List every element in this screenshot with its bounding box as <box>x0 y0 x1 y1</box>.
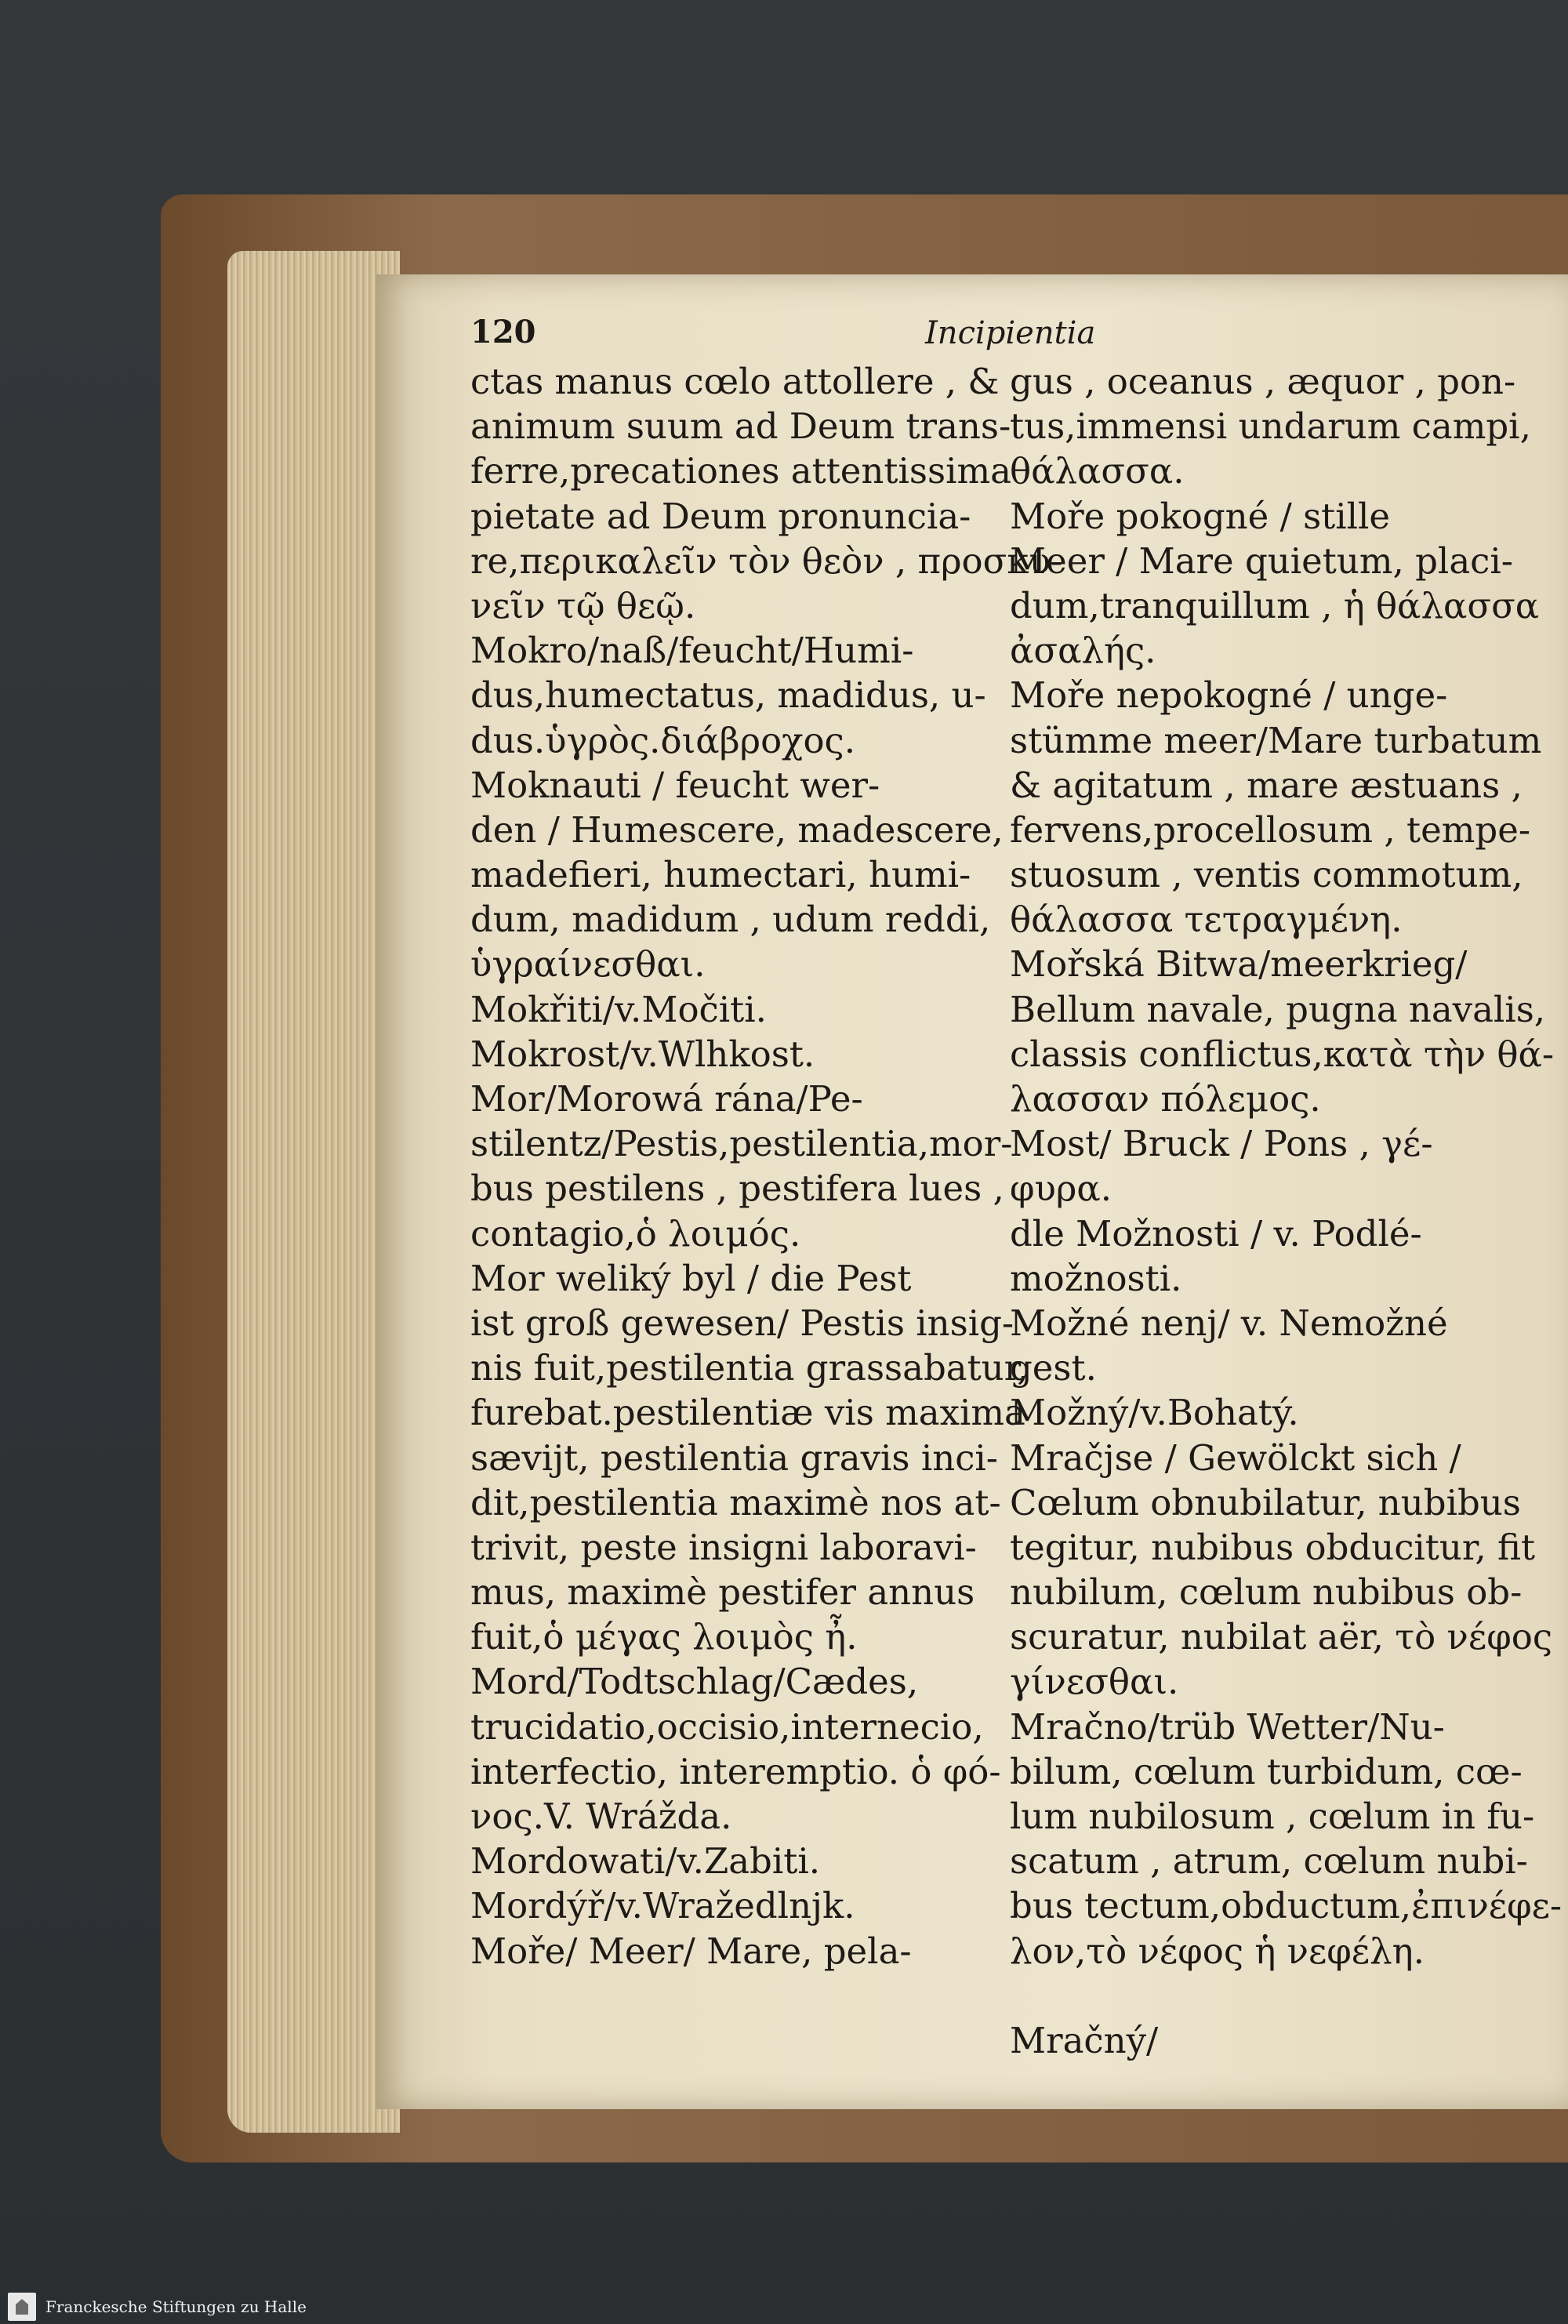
page-content <box>470 314 1563 2086</box>
text-line: bus pestilens , pestifera lues , <box>470 1167 1004 1210</box>
text-line: scuratur, nubilat aër, τὸ νέφος <box>1010 1616 1553 1658</box>
text-line: Cœlum obnubilatur, nubibus <box>1010 1481 1521 1523</box>
text-line: λασσαν πόλεμος. <box>1010 1078 1321 1120</box>
text-line: θάλασσα τετραγμένη. <box>1010 899 1403 941</box>
text-line: fuit,ὁ μέγας λοιμὸς ἦ. <box>470 1616 858 1658</box>
text-line: trivit, peste insigni laboravi- <box>470 1526 977 1568</box>
running-title: Incipientia <box>925 315 1096 351</box>
text-line: ἀσαλής. <box>1010 630 1156 672</box>
text-line: možnosti. <box>1010 1257 1182 1299</box>
institution-logo-icon <box>8 2293 36 2321</box>
text-line: stümme meer/Mare turbatum <box>1010 719 1542 761</box>
text-line: Mokřiti/v.Močiti. <box>470 988 767 1030</box>
text-line: Mořská Bitwa/meerkrieg/ <box>1010 943 1468 986</box>
text-line: Mordýř/v.Wražedlnjk. <box>470 1885 855 1927</box>
text-line: Most/ Bruck / Pons , γέ- <box>1010 1123 1433 1165</box>
text-line: lum nubilosum , cœlum in fu- <box>1010 1796 1535 1837</box>
text-line: νεῖν τῷ θεῷ. <box>470 584 696 626</box>
text-line: tegitur, nubibus obducitur, fit <box>1010 1526 1536 1568</box>
text-line: Mord/Todtschlag/Cædes, <box>470 1661 919 1703</box>
text-line: Moře nepokogné / unge- <box>1010 674 1448 717</box>
text-line: Moře pokogné / stille <box>1010 495 1391 537</box>
text-line: bus tectum,obductum,ἐπινέφε- <box>1010 1885 1563 1927</box>
text-line: Možné nenj/ v. Nemožné <box>1010 1302 1448 1344</box>
text-line: Mokrost/v.Wlhkost. <box>470 1033 815 1075</box>
text-line: nubilum, cœlum nubibus ob- <box>1010 1571 1523 1614</box>
text-line: furebat.pestilentiæ vis maxima <box>470 1392 1025 1434</box>
text-line: gus , oceanus , æquor , pon- <box>1010 361 1516 402</box>
text-line: classis conflictus,κατὰ τὴν θά- <box>1010 1033 1555 1075</box>
text-line: fervens,procellosum , tempe- <box>1010 808 1531 851</box>
text-line: φυρα. <box>1010 1167 1112 1210</box>
text-line: θάλασσα. <box>1010 450 1185 492</box>
text-line: dle Možnosti / v. Podlé- <box>1010 1212 1422 1255</box>
text-line: nis fuit,pestilentia grassabatur, <box>470 1347 1029 1389</box>
text-line: & agitatum , mare æstuans , <box>1010 764 1523 806</box>
text-line: tus,immensi undarum campi, <box>1010 405 1531 448</box>
text-line: dit,pestilentia maximè nos at- <box>470 1481 1001 1523</box>
text-line: bilum, cœlum turbidum, cœ- <box>1010 1750 1523 1792</box>
text-line: Mračjse / Gewölckt sich / <box>1010 1436 1461 1479</box>
text-line: stuosum , ventis commotum, <box>1010 854 1523 896</box>
text-line: dus.ὑγρὸς.διάβροχος. <box>470 719 856 761</box>
text-line: Mor weliký byl / die Pest <box>470 1257 912 1299</box>
text-line: ist groß gewesen/ Pestis insig- <box>470 1302 1014 1344</box>
text-line: scatum , atrum, cœlum nubi- <box>1010 1840 1528 1883</box>
text-line: Meer / Mare quietum, placi- <box>1010 539 1513 582</box>
text-line: νος.V. Wrážda. <box>470 1796 732 1837</box>
text-line: Mokro/naß/feucht/Humi- <box>470 630 914 672</box>
text-line: ctas manus cœlo attollere , & <box>470 361 1000 402</box>
text-line: Mordowati/v.Zabiti. <box>470 1840 821 1883</box>
text-line <box>1010 1974 1559 2018</box>
text-line: re,περικαλεῖν τὸν θεὸν , προσκυ- <box>470 539 1063 582</box>
text-line: gest. <box>1010 1347 1097 1389</box>
text-line: den / Humescere, madescere, <box>470 808 1004 851</box>
text-line: Mračný/ <box>1010 2019 1159 2061</box>
text-line: stilentz/Pestis,pestilentia,mor- <box>470 1123 1013 1165</box>
text-line: Mor/Morowá rána/Pe- <box>470 1078 863 1120</box>
text-line: animum suum ad Deum trans- <box>470 405 1011 448</box>
footer-institution: Franckesche Stiftungen zu Halle <box>45 2297 307 2316</box>
text-line: Možný/v.Bohatý. <box>1010 1392 1299 1434</box>
text-line: pietate ad Deum pronuncia- <box>470 495 971 537</box>
text-line: dum, madidum , udum reddi, <box>470 899 991 941</box>
text-line: dum,tranquillum , ἡ θάλασσα <box>1010 584 1540 626</box>
text-line: ferre,precationes attentissima <box>470 450 1011 492</box>
text-line: contagio,ὁ λοιμός. <box>470 1212 801 1255</box>
text-line: λον,τὸ νέφος ἡ νεφέλη. <box>1010 1930 1425 1972</box>
text-line: Moře/ Meer/ Mare, pela- <box>470 1930 912 1972</box>
right-column <box>1010 359 1563 2063</box>
text-line: Moknauti / feucht wer- <box>470 764 880 806</box>
page-edges <box>227 251 400 2133</box>
text-line: Bellum navale, pugna navalis, <box>1010 988 1546 1030</box>
page-number: 120 <box>470 314 536 350</box>
text-line: γίνεσθαι. <box>1010 1661 1179 1703</box>
text-line: madefieri, humectari, humi- <box>470 854 971 896</box>
text-line: sævijt, pestilentia gravis inci- <box>470 1436 999 1479</box>
text-line: ὑγραίνεσθαι. <box>470 943 706 986</box>
text-line: trucidatio,occisio,internecio, <box>470 1705 984 1748</box>
text-line: Mračno/trüb Wetter/Nu- <box>1010 1705 1445 1748</box>
text-line: mus, maximè pestifer annus <box>470 1571 975 1614</box>
text-line: dus,humectatus, madidus, u- <box>470 674 986 717</box>
text-line: interfectio, interemptio. ὁ φό- <box>470 1750 1001 1792</box>
